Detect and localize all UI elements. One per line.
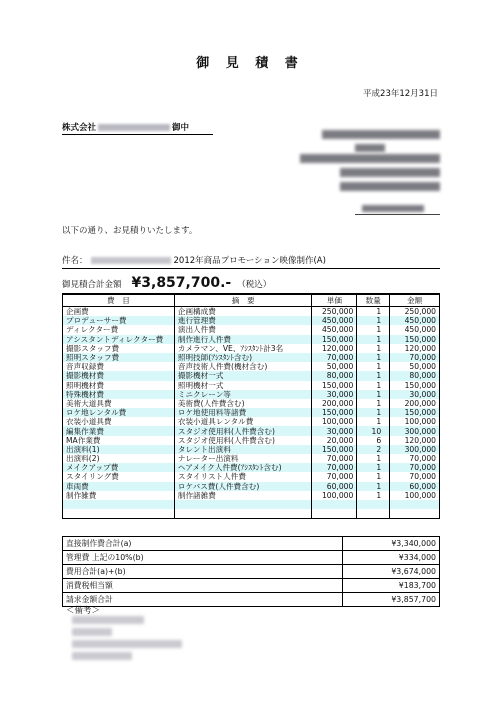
item-unit-price: 70,000: [312, 472, 357, 481]
item-desc: 制作諸雑費: [174, 491, 312, 500]
item-qty: 1: [357, 325, 390, 334]
summary-value: ¥183,700: [343, 579, 440, 593]
table-row: [63, 325, 440, 334]
item-qty: 1: [357, 491, 390, 500]
item-name: 撮影スタッフ費: [63, 344, 175, 353]
item-desc: 演出人件費: [174, 325, 312, 334]
summary-value: ¥334,000: [343, 551, 440, 565]
table-row: [63, 344, 440, 353]
item-name: 制作雑費: [63, 491, 175, 500]
table-row: [63, 399, 440, 408]
item-unit-price: 60,000: [312, 482, 357, 491]
item-desc: ヘアメイク人件費(ｱｼｽﾀﾝﾄ含む): [174, 463, 312, 472]
item-qty: 1: [357, 472, 390, 481]
item-unit-price: 120,000: [312, 344, 357, 353]
item-amount: 450,000: [390, 325, 440, 334]
item-desc: カメラマン、VE、ｱｼｽﾀﾝﾄ計3名: [174, 344, 312, 353]
item-qty: 1: [357, 344, 390, 353]
item-unit-price: 200,000: [312, 399, 357, 408]
table-row: [63, 491, 440, 500]
redacted-subject: [91, 257, 171, 264]
item-desc: 企画構成費: [174, 307, 312, 317]
item-desc: 撮影機材一式: [174, 371, 312, 380]
item-name: 車両費: [63, 482, 175, 491]
item-unit-price: 150,000: [312, 335, 357, 344]
item-amount: 30,000: [390, 390, 440, 399]
summary-row: [63, 593, 440, 607]
item-name: 衣装小道具費: [63, 417, 175, 426]
item-unit-price: 50,000: [312, 362, 357, 371]
item-name: 撮影機材費: [63, 371, 175, 380]
table-row: [63, 417, 440, 426]
items-table: [62, 294, 440, 519]
summary-value: ¥3,340,000: [343, 537, 440, 551]
issue-date: 平成23年12月31日: [363, 89, 438, 99]
item-desc: 美術費(人件費含む): [174, 399, 312, 408]
table-row: [63, 353, 440, 362]
item-desc: 衣装小道具レンタル費: [174, 417, 312, 426]
item-unit-price: 30,000: [312, 390, 357, 399]
item-amount: 70,000: [390, 463, 440, 472]
header-unit: 単価: [312, 295, 357, 307]
item-amount: 300,000: [390, 445, 440, 454]
items-header-row: [63, 295, 440, 307]
table-row: [63, 436, 440, 445]
item-unit-price: 70,000: [312, 454, 357, 463]
item-unit-price: 150,000: [312, 445, 357, 454]
item-desc: 音声技術人件費(機材含む): [174, 362, 312, 371]
item-amount: 250,000: [390, 307, 440, 317]
item-desc: 照明技師(ｱｼｽﾀﾝﾄ含む): [174, 353, 312, 362]
item-unit-price: 70,000: [312, 463, 357, 472]
item-desc: ロケバス費(人件費含む): [174, 482, 312, 491]
item-qty: 1: [357, 362, 390, 371]
table-row: [63, 472, 440, 481]
item-unit-price: 100,000: [312, 417, 357, 426]
empty-row: [63, 500, 440, 509]
item-amount: 150,000: [390, 408, 440, 417]
item-unit-price: 30,000: [312, 426, 357, 435]
table-row: [63, 371, 440, 380]
summary-label: 直接制作費合計(a): [63, 537, 343, 551]
item-amount: 100,000: [390, 417, 440, 426]
item-qty: 1: [357, 463, 390, 472]
summary-value: ¥3,674,000: [343, 565, 440, 579]
item-desc: ロケ地使用料等諸費: [174, 408, 312, 417]
subject-value: 2012年商品プロモーション映像制作(A): [173, 256, 326, 266]
item-qty: 1: [357, 417, 390, 426]
item-unit-price: 70,000: [312, 353, 357, 362]
item-amount: 150,000: [390, 381, 440, 390]
item-name: ディレクター費: [63, 325, 175, 334]
item-qty: 1: [357, 454, 390, 463]
item-name: 音声収録費: [63, 362, 175, 371]
summary-label: 費用合計(a)+(b): [63, 565, 343, 579]
table-row: [63, 316, 440, 325]
item-qty: 1: [357, 482, 390, 491]
item-amount: 120,000: [390, 436, 440, 445]
item-name: 照明機材費: [63, 381, 175, 390]
item-unit-price: 450,000: [312, 325, 357, 334]
summary-row: [63, 537, 440, 551]
item-amount: 300,000: [390, 426, 440, 435]
total-tax-note: （税込）: [237, 280, 272, 290]
item-qty: 1: [357, 390, 390, 399]
item-name: プロデューサー費: [63, 316, 175, 325]
item-name: 特殊機材費: [63, 390, 175, 399]
item-unit-price: 150,000: [312, 408, 357, 417]
item-desc: タレント出演料: [174, 445, 312, 454]
items-body: [63, 307, 440, 519]
item-name: 出演料(2): [63, 454, 175, 463]
item-amount: 70,000: [390, 353, 440, 362]
header-desc: 摘 要: [174, 295, 312, 307]
item-unit-price: 150,000: [312, 381, 357, 390]
item-name: 照明スタッフ費: [63, 353, 175, 362]
item-qty: 6: [357, 436, 390, 445]
item-amount: 80,000: [390, 371, 440, 380]
item-qty: 1: [357, 316, 390, 325]
client-suffix: 御中: [172, 123, 190, 133]
item-amount: 150,000: [390, 335, 440, 344]
total-line: [62, 275, 440, 294]
item-amount: 200,000: [390, 399, 440, 408]
item-desc: スタイリスト人件費: [174, 472, 312, 481]
table-row: [63, 408, 440, 417]
item-amount: 100,000: [390, 491, 440, 500]
summary-body: [63, 537, 440, 607]
item-amount: 120,000: [390, 344, 440, 353]
empty-row: [63, 509, 440, 519]
table-row: [63, 307, 440, 317]
summary-row: [63, 551, 440, 565]
summary-label: 請求金額合計: [63, 593, 343, 607]
item-name: MA作業費: [63, 436, 175, 445]
summary-label: 消費税相当額: [63, 579, 343, 593]
item-desc: ミニクレーン等: [174, 390, 312, 399]
intro-text: 以下の通り、お見積りいたします。: [62, 226, 198, 236]
summary-table: [62, 536, 440, 607]
item-name: 企画費: [63, 307, 175, 317]
redacted-sender-block: [300, 130, 440, 222]
item-unit-price: 450,000: [312, 316, 357, 325]
item-qty: 1: [357, 399, 390, 408]
summary-value: ¥3,857,700: [343, 593, 440, 607]
redacted-client: [98, 124, 170, 131]
item-unit-price: 20,000: [312, 436, 357, 445]
item-qty: 1: [357, 408, 390, 417]
item-amount: 450,000: [390, 316, 440, 325]
table-row: [63, 482, 440, 491]
item-desc: 進行管理費: [174, 316, 312, 325]
header-amount: 金額: [390, 295, 440, 307]
item-unit-price: 80,000: [312, 371, 357, 380]
item-desc: スタジオ使用料(人件費含む): [174, 426, 312, 435]
item-name: ロケ地レンタル費: [63, 408, 175, 417]
item-qty: 1: [357, 381, 390, 390]
summary-row: [63, 565, 440, 579]
subject-label: 件名：: [62, 256, 88, 266]
item-qty: 1: [357, 353, 390, 362]
item-name: アシスタントディレクター費: [63, 335, 175, 344]
table-row: [63, 390, 440, 399]
client-name: [62, 121, 213, 135]
total-label: 御見積合計金額: [62, 280, 122, 290]
table-row: [63, 463, 440, 472]
item-amount: 50,000: [390, 362, 440, 371]
document-title: 御 見 積 書: [196, 56, 304, 71]
item-name: 編集作業費: [63, 426, 175, 435]
item-unit-price: 100,000: [312, 491, 357, 500]
item-qty: 2: [357, 445, 390, 454]
total-amount: ¥3,857,700.-: [131, 275, 232, 291]
item-desc: ナレーター出演料: [174, 454, 312, 463]
subject-line: [62, 254, 440, 269]
item-amount: 70,000: [390, 472, 440, 481]
table-row: [63, 362, 440, 371]
item-name: メイクアップ費: [63, 463, 175, 472]
summary-label: 管理費 上記の10%(b): [63, 551, 343, 565]
table-row: [63, 426, 440, 435]
summary-row: [63, 579, 440, 593]
item-unit-price: 250,000: [312, 307, 357, 317]
item-name: 美術大道具費: [63, 399, 175, 408]
item-qty: 1: [357, 371, 390, 380]
item-desc: 照明機材一式: [174, 381, 312, 390]
item-qty: 1: [357, 307, 390, 317]
client-prefix: 株式会社: [62, 123, 97, 133]
item-amount: 70,000: [390, 454, 440, 463]
item-name: スタイリング費: [63, 472, 175, 481]
header-item: 費 目: [63, 295, 175, 307]
item-name: 出演料(1): [63, 445, 175, 454]
item-desc: スタジオ使用料(人件費含む): [174, 436, 312, 445]
item-desc: 制作進行人件費: [174, 335, 312, 344]
item-qty: 1: [357, 335, 390, 344]
notes-label: ＜備考＞: [66, 606, 101, 616]
table-row: [63, 335, 440, 344]
table-row: [63, 381, 440, 390]
header-qty: 数量: [357, 295, 390, 307]
item-qty: 10: [357, 426, 390, 435]
table-row: [63, 445, 440, 454]
table-row: [63, 454, 440, 463]
item-amount: 60,000: [390, 482, 440, 491]
